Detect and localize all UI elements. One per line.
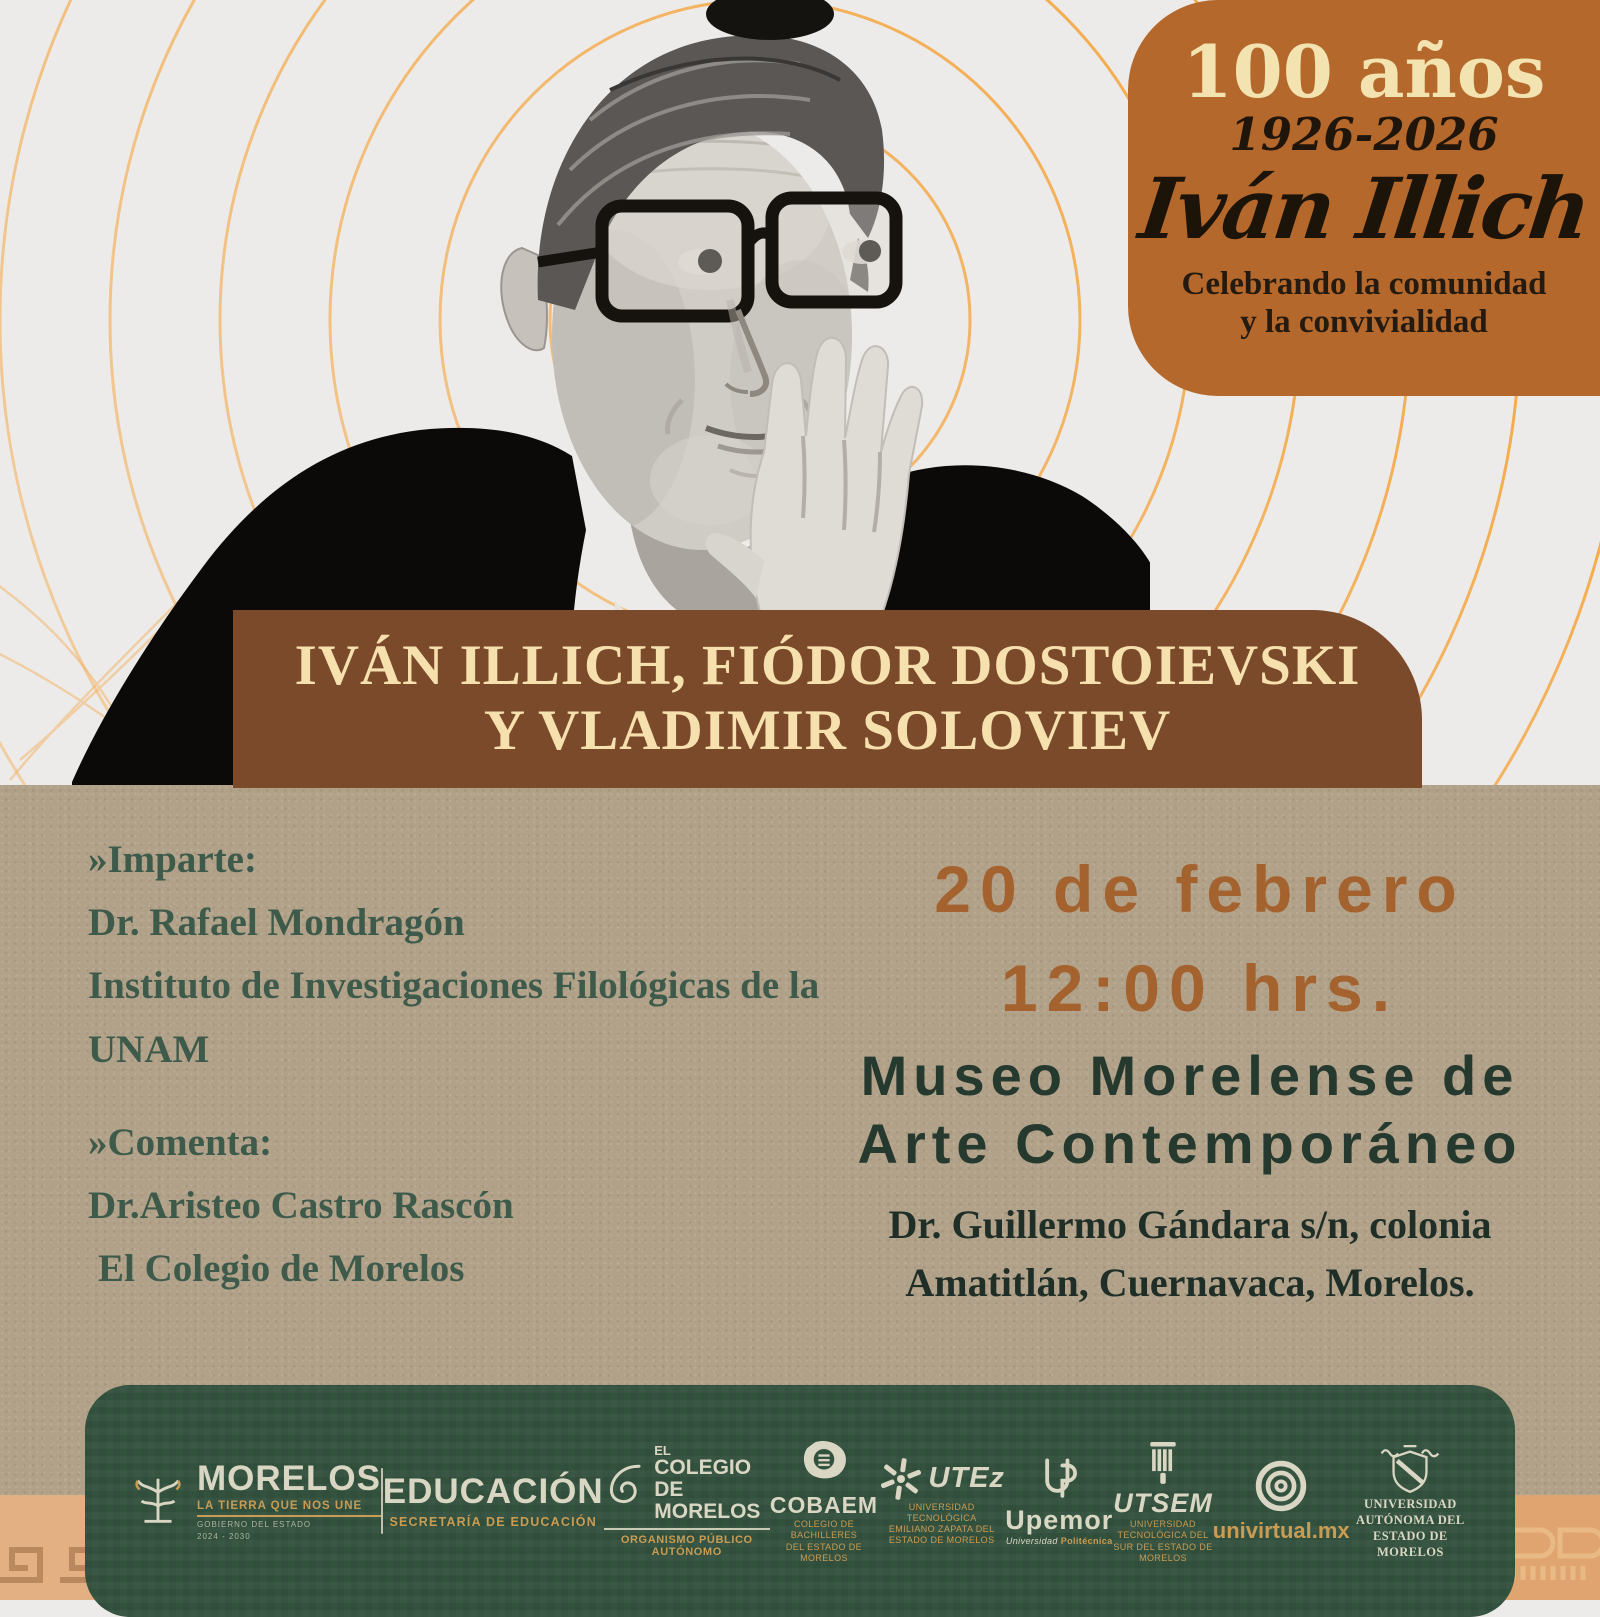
upemor-monogram-icon <box>1037 1455 1081 1503</box>
logo-footer <box>85 1385 1515 1617</box>
imparte-label: »Imparte: <box>88 838 257 881</box>
badge-subtitle-line2: y la convivialidad <box>1240 304 1488 341</box>
logo-colegio-morelos <box>604 1444 770 1558</box>
logo-uaem <box>1350 1442 1471 1561</box>
speakers-block <box>88 828 828 1300</box>
comenta-name: Dr.Aristeo Castro Rascón <box>88 1183 514 1227</box>
imparte-name: Dr. Rafael Mondragón <box>88 901 465 945</box>
logo-utez <box>878 1456 1005 1547</box>
event-venue <box>830 1042 1550 1179</box>
event-date: 20 de febrero <box>934 852 1466 926</box>
educacion-subtitle: SECRETARÍA DE EDUCACIÓN <box>389 1514 597 1529</box>
upemor-wordmark: Upemor <box>1005 1504 1114 1535</box>
logo-educacion <box>382 1471 604 1529</box>
utsem-tower-icon <box>1143 1438 1183 1486</box>
aztec-glyph-right <box>1505 1500 1600 1590</box>
utsem-sub1: UNIVERSIDAD TECNOLÓGICA DEL <box>1117 1519 1209 1541</box>
cobaem-wordmark: COBAEM <box>769 1492 879 1518</box>
morelos-crest-icon <box>129 1470 187 1532</box>
venue-line2: Arte Contemporáneo <box>857 1112 1523 1176</box>
badge-years-label: 100 años <box>1182 29 1546 114</box>
colegio-line1: EL <box>654 1442 671 1458</box>
morelos-wordmark: MORELOS <box>197 1459 381 1498</box>
uaem-line1: UNIVERSIDAD AUTÓNOMA DEL <box>1356 1496 1465 1527</box>
colegio-subtitle: ORGANISMO PÚBLICO AUTÓNOMO <box>620 1534 753 1559</box>
morelos-period: 2024 - 2030 <box>197 1532 251 1541</box>
logo-univirtual <box>1213 1458 1350 1544</box>
colegio-line3: DE MORELOS <box>654 1477 761 1524</box>
banner-line1: IVÁN ILLICH, FIÓDOR DOSTOIEVSKI <box>294 634 1361 697</box>
logo-morelos <box>129 1461 381 1541</box>
imparte-institution-line2: UNAM <box>88 1027 210 1071</box>
colegio-spiral-icon <box>604 1455 647 1511</box>
cobaem-sub1: COLEGIO DE BACHILLERES <box>790 1519 858 1541</box>
colegio-rule <box>604 1528 770 1530</box>
educacion-wordmark: EDUCACIÓN <box>382 1471 604 1511</box>
colegio-line2: COLEGIO <box>654 1455 752 1479</box>
event-time: 12:00 hrs. <box>1000 951 1400 1025</box>
imparte-institution-line1: Instituto de Investigaciones Filológicas de la <box>88 964 820 1008</box>
utez-wordmark: UTEz <box>928 1462 1005 1494</box>
upemor-sub1: Universidad <box>1005 1535 1058 1546</box>
centenary-badge <box>1128 0 1600 396</box>
event-datetime <box>850 840 1550 1038</box>
utez-sub2: EMILIANO ZAPATA DEL ESTADO DE MORELOS <box>888 1524 995 1546</box>
event-address <box>830 1196 1550 1312</box>
utsem-wordmark: UTSEM <box>1113 1488 1213 1518</box>
utez-pinwheel-icon <box>878 1456 924 1502</box>
address-line2: Amatitlán, Cuernavaca, Morelos. <box>905 1260 1475 1305</box>
badge-years-range: 1926-2026 <box>1229 107 1499 161</box>
badge-subtitle-line1: Celebrando la comunidad <box>1181 266 1547 303</box>
names-banner <box>233 610 1422 788</box>
comenta-label: »Comenta: <box>88 1120 273 1164</box>
cobaem-state-icon <box>796 1438 852 1488</box>
banner-line2: Y VLADIMIR SOLOVIEV <box>483 698 1172 762</box>
footer-divider-bar <box>381 1468 383 1534</box>
morelos-tagline: LA TIERRA QUE NOS UNE <box>197 1500 381 1517</box>
univirtual-target-icon <box>1253 1458 1309 1514</box>
uaem-line2: ESTADO DE MORELOS <box>1373 1529 1448 1560</box>
address-line1: Dr. Guillermo Gándara s/n, colonia <box>888 1202 1492 1247</box>
hair-top <box>706 0 834 40</box>
logo-upemor <box>1005 1455 1113 1547</box>
badge-name-script: Iván Illich <box>1134 159 1594 259</box>
morelos-gobierno: GOBIERNO DEL ESTADO <box>197 1520 312 1529</box>
utsem-sub2: SUR DEL ESTADO DE MORELOS <box>1113 1541 1213 1563</box>
upemor-sub2: Politécnica <box>1060 1535 1113 1546</box>
logo-utsem <box>1113 1438 1213 1564</box>
utez-sub1: UNIVERSIDAD TECNOLÓGICA <box>906 1501 977 1523</box>
univirtual-wordmark: univirtual.mx <box>1212 1518 1350 1543</box>
comenta-institution: El Colegio de Morelos <box>98 1247 465 1291</box>
cobaem-sub2: DEL ESTADO DE MORELOS <box>785 1541 863 1563</box>
venue-line1: Museo Morelense de <box>860 1044 1520 1107</box>
logo-cobaem <box>770 1438 878 1564</box>
uaem-crest-icon <box>1378 1442 1442 1496</box>
